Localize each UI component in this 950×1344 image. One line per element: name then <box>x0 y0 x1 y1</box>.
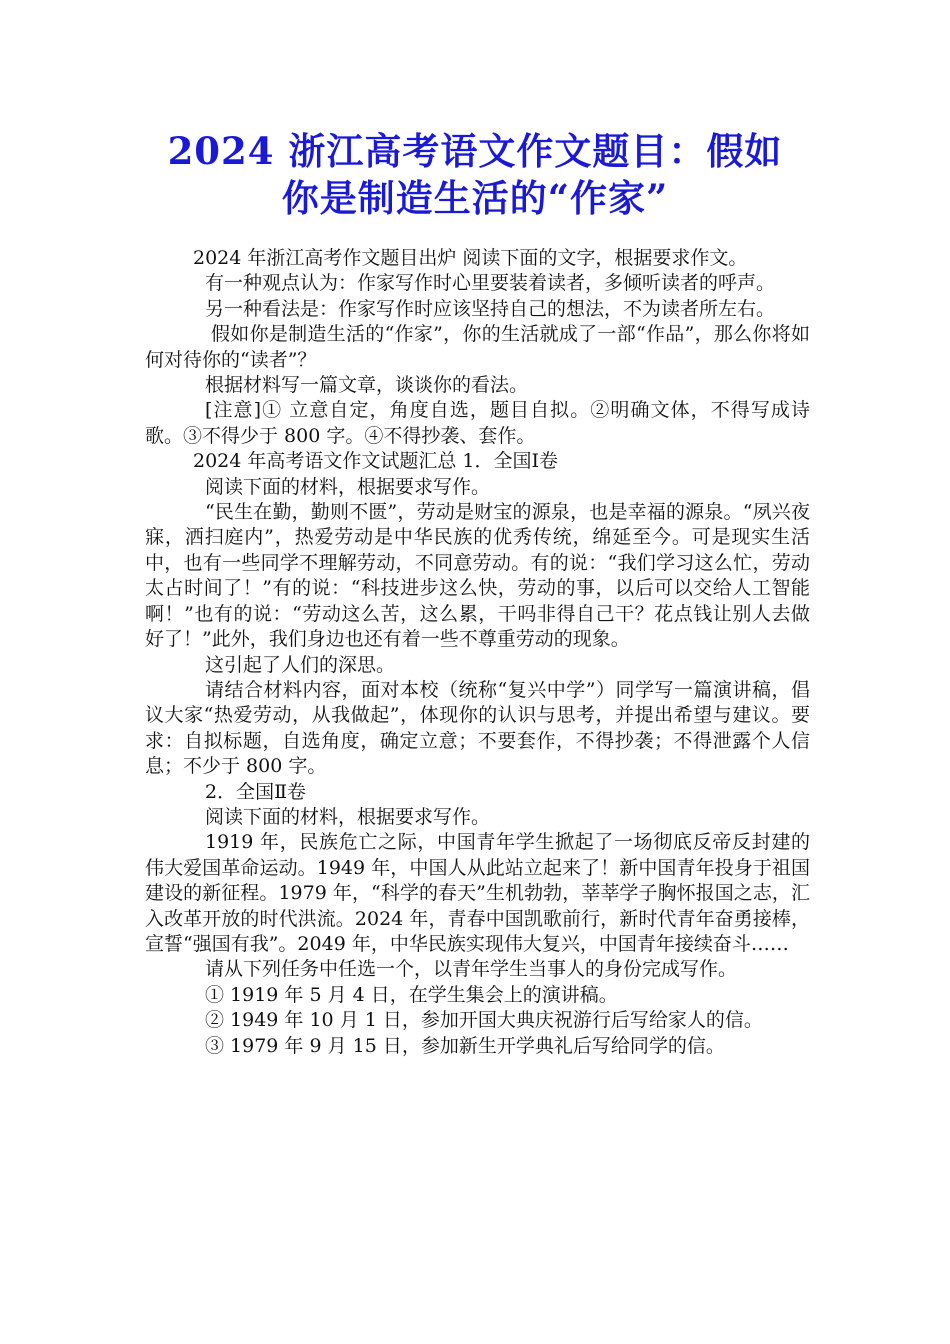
paragraph: 2024 年浙江高考作文题目出炉 阅读下面的文字，根据要求作文。 <box>193 247 748 269</box>
paragraph: 2024 年高考语文作文试题汇总 1．全国Ⅰ卷 <box>193 450 559 473</box>
title-line-1: 2024 浙江高考语文作文题目：假如 <box>167 129 783 173</box>
title-line-2: 你是制造生活的“作家” <box>281 176 669 220</box>
paragraph: 1919 年，民族危亡之际，中国青年学生掀起了一场彻底反帝反封建的伟大爱国革命运动。1949 年，中国人从此站立起来了！新中国青年投身于祖国建设的新征程。1979 年，“科学的春天”生机勃勃，莘莘学子胸怀报国之志，汇入改革开放的时代洪流。2024 年，青春中国凯歌前行，新时代青年奋勇接棒，宣誓“强国有我”。2049 年，中华民族实现伟大复兴，中国青年接续奋斗…… <box>145 831 810 955</box>
paragraph: 阅读下面的材料，根据要求写作。 <box>205 475 491 498</box>
section-heading: 2．全国Ⅱ卷 <box>205 780 307 803</box>
document-title <box>140 128 810 222</box>
paragraph: 这引起了人们的深思。 <box>205 653 396 676</box>
paragraph: 根据材料写一篇文章，谈谈你的看法。 <box>205 374 529 397</box>
list-item: ② 1949 年 10 月 1 日，参加开国大典庆祝游行后写给家人的信。 <box>205 1009 763 1032</box>
list-item: ③ 1979 年 9 月 15 日，参加新生开学典礼后写给同学的信。 <box>205 1034 725 1057</box>
paragraph: [注意]① 立意自定，角度自选，题目自拟。②明确文体，不得写成诗歌。③不得少于 800 字。④不得抄袭、套作。 <box>145 399 810 447</box>
paragraph: 假如你是制造生活的“作家”，你的生活就成了一部“作品”，那么你将如何对待你的“读者”？ <box>145 323 810 371</box>
document-body <box>145 246 810 1059</box>
paragraph: 有一种观点认为：作家写作时心里要装着读者，多倾听读者的呼声。 <box>205 272 776 295</box>
paragraph: 另一种看法是：作家写作时应该坚持自己的想法，不为读者所左右。 <box>205 297 776 320</box>
list-item: ① 1919 年 5 月 4 日，在学生集会上的演讲稿。 <box>205 983 618 1006</box>
paragraph: “民生在勤，勤则不匮”，劳动是财宝的源泉，也是幸福的源泉。“夙兴夜寐，洒扫庭内”，热爱劳动是中华民族的优秀传统，绵延至今。可是现实生活中，也有一些同学不理解劳动，不同意劳动。有的说：“我们学习这么忙，劳动太占时间了！”有的说：“科技进步这么快，劳动的事，以后可以交给人工智能啊！”也有的说：“劳动这么苦，这么累，干吗非得自己干？花点钱让别人去做好了！”此外，我们身边也还有着一些不尊重劳动的现象。 <box>145 501 810 651</box>
paragraph: 请结合材料内容，面对本校（统称“复兴中学”）同学写一篇演讲稿，倡议大家“热爱劳动，从我做起”，体现你的认识与思考，并提出希望与建议。要求：自拟标题，自选角度，确定立意；不要套作，不得抄袭；不得泄露个人信息；不少于 800 字。 <box>145 678 810 778</box>
paragraph: 阅读下面的材料，根据要求写作。 <box>205 805 491 828</box>
paragraph: 请从下列任务中任选一个，以青年学生当事人的身份完成写作。 <box>205 958 738 981</box>
